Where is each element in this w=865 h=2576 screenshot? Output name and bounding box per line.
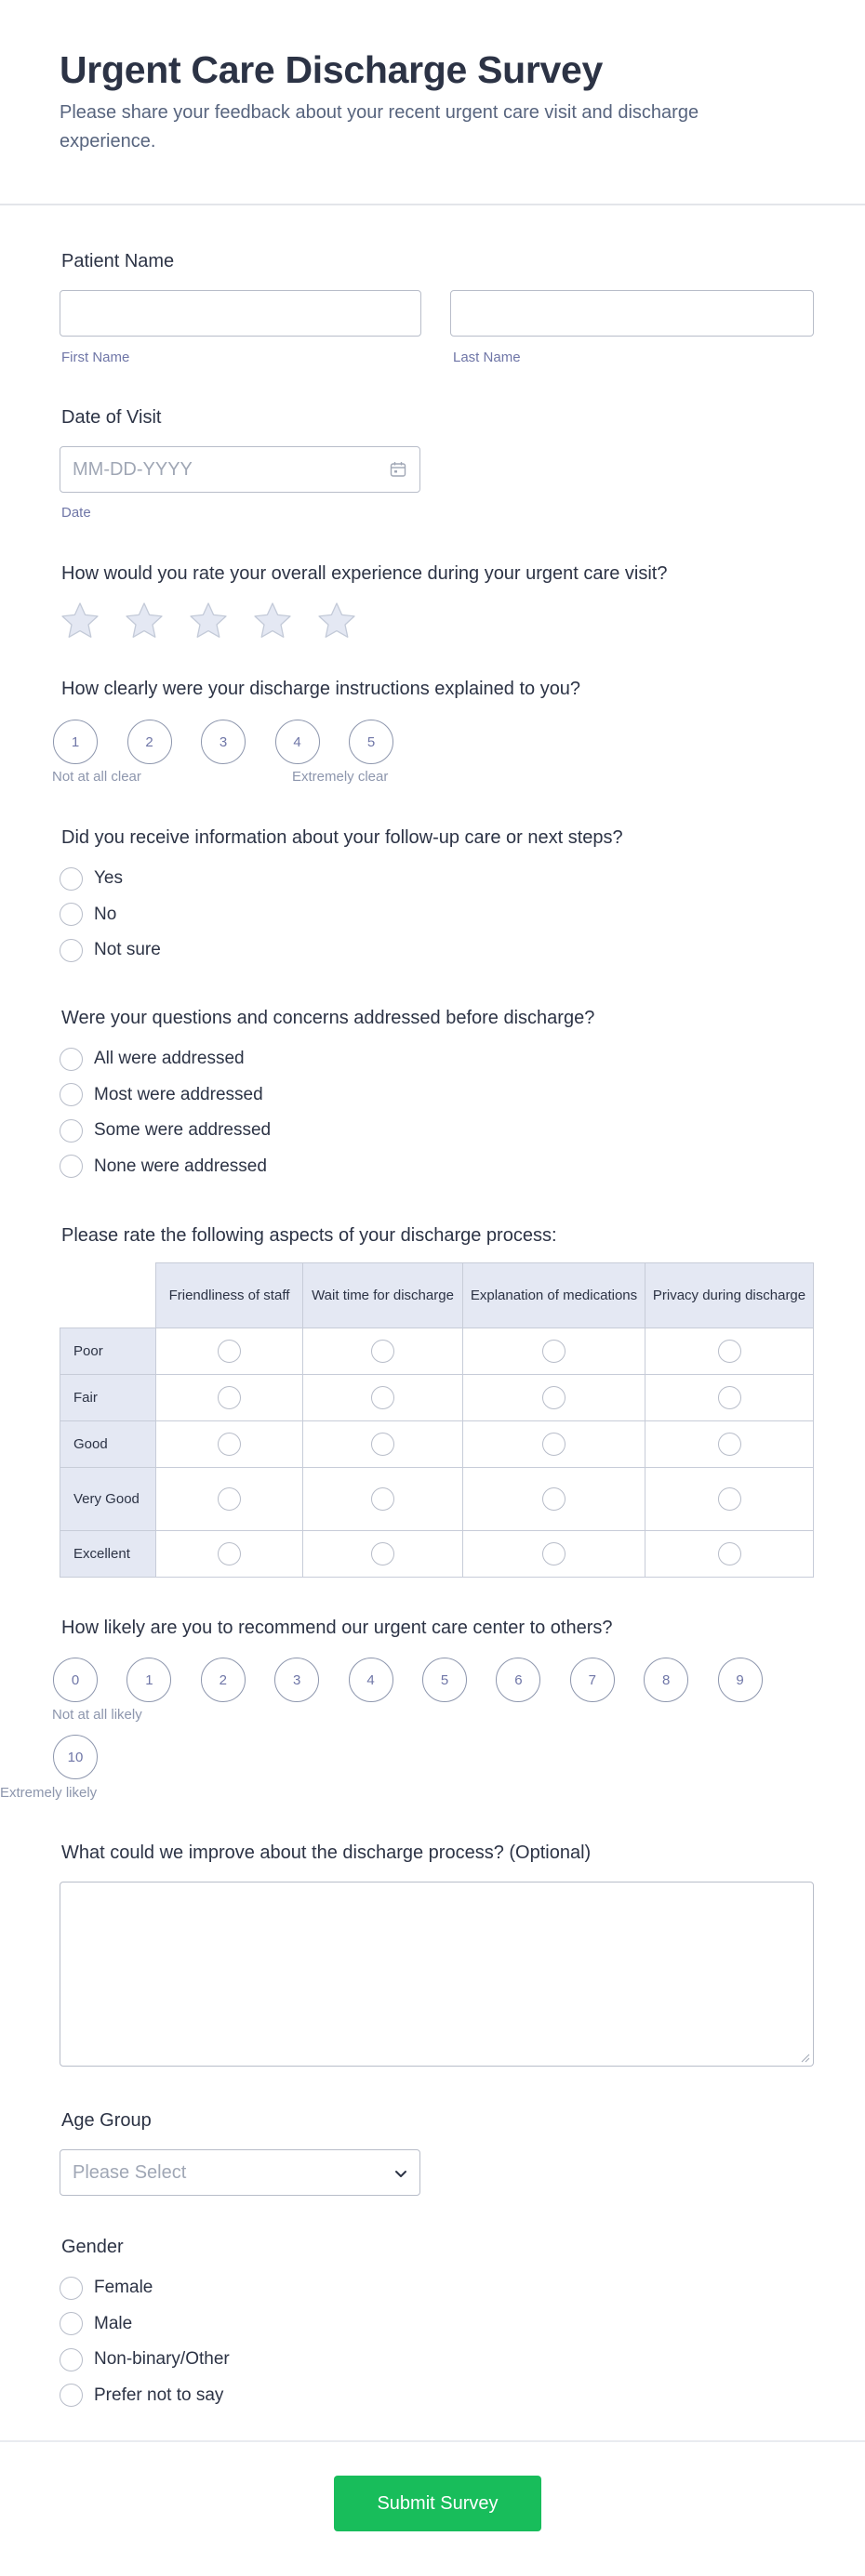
matrix-cell xyxy=(463,1421,645,1468)
first-name-input[interactable] xyxy=(60,290,421,337)
matrix-radio[interactable] xyxy=(542,1433,566,1456)
follow-up-option[interactable] xyxy=(60,938,161,962)
matrix-radio[interactable] xyxy=(542,1386,566,1409)
matrix-row xyxy=(60,1421,814,1468)
clarity-low-label: Not at all clear xyxy=(52,769,141,785)
concerns-label: Were your questions and concerns addressed before discharge? xyxy=(61,1008,595,1028)
improve-label: What could we improve about the discharge process? (Optional) xyxy=(61,1843,592,1863)
matrix-radio[interactable] xyxy=(371,1386,394,1409)
matrix-radio[interactable] xyxy=(218,1487,241,1511)
radio-label: Yes xyxy=(94,868,123,888)
chevron-down-icon xyxy=(393,2166,408,2181)
radio-label: Non-binary/Other xyxy=(94,2349,230,2369)
gender-option[interactable] xyxy=(60,2312,132,2336)
matrix-cell xyxy=(303,1421,463,1468)
rating-matrix xyxy=(60,1262,814,1578)
matrix-column-header: Wait time for discharge xyxy=(303,1263,463,1328)
radio-label: Not sure xyxy=(94,940,161,959)
patient-name-label: Patient Name xyxy=(61,251,175,271)
matrix-row-header: Excellent xyxy=(60,1531,156,1578)
matrix-radio[interactable] xyxy=(718,1433,741,1456)
star-icon[interactable] xyxy=(316,601,357,641)
radio-label: None were addressed xyxy=(94,1156,267,1176)
first-name-sublabel: First Name xyxy=(61,350,130,365)
matrix-cell xyxy=(645,1468,814,1531)
clarity-option[interactable]: 1 xyxy=(53,720,98,764)
matrix-cell xyxy=(156,1421,303,1468)
matrix-radio[interactable] xyxy=(542,1487,566,1511)
recommend-option[interactable]: 10 xyxy=(53,1735,98,1779)
matrix-cell xyxy=(303,1468,463,1531)
improve-textarea[interactable] xyxy=(60,1882,814,2067)
matrix-radio[interactable] xyxy=(371,1542,394,1565)
matrix-cell xyxy=(303,1328,463,1375)
visit-date-input[interactable] xyxy=(60,446,420,493)
matrix-radio[interactable] xyxy=(542,1542,566,1565)
matrix-cell xyxy=(645,1328,814,1375)
recommend-option[interactable]: 0 xyxy=(53,1658,98,1702)
form-footer xyxy=(0,2440,865,2576)
concerns-option[interactable] xyxy=(60,1047,245,1071)
radio-button[interactable] xyxy=(60,2312,83,2335)
recommend-option[interactable]: 1 xyxy=(126,1658,171,1702)
matrix-cell xyxy=(303,1531,463,1578)
clarity-high-label: Extremely clear xyxy=(292,769,389,785)
recommend-option[interactable]: 4 xyxy=(349,1658,393,1702)
radio-label: Prefer not to say xyxy=(94,2384,224,2405)
matrix-radio[interactable] xyxy=(718,1386,741,1409)
recommend-option[interactable]: 6 xyxy=(496,1658,540,1702)
form-header xyxy=(0,0,865,205)
calendar-icon[interactable] xyxy=(390,461,406,478)
concerns-option[interactable] xyxy=(60,1155,267,1179)
radio-label: Female xyxy=(94,2278,153,2297)
matrix-cell xyxy=(156,1328,303,1375)
matrix-row xyxy=(60,1328,814,1375)
concerns-option[interactable] xyxy=(60,1083,263,1107)
radio-button[interactable] xyxy=(60,867,83,891)
matrix-cell xyxy=(645,1375,814,1421)
clarity-option[interactable]: 4 xyxy=(275,720,320,764)
instructions-clarity-label: How clearly were your discharge instructions explained to you? xyxy=(61,679,581,699)
date-placeholder: MM-DD-YYYY xyxy=(73,459,193,480)
matrix-radio[interactable] xyxy=(218,1433,241,1456)
star-icon[interactable] xyxy=(124,601,165,641)
matrix-row-header: Good xyxy=(60,1421,156,1468)
page-title: Urgent Care Discharge Survey xyxy=(60,48,604,91)
resize-grip-icon[interactable] xyxy=(801,2054,810,2063)
recommend-low-label: Not at all likely xyxy=(52,1707,142,1723)
recommend-option[interactable]: 2 xyxy=(201,1658,246,1702)
page-subtitle: Please share your feedback about your recent urgent care visit and discharge experience. xyxy=(60,102,699,152)
matrix-cell xyxy=(463,1328,645,1375)
clarity-option[interactable]: 3 xyxy=(201,720,246,764)
visit-date-label: Date of Visit xyxy=(61,407,162,428)
date-sublabel: Date xyxy=(61,505,91,521)
gender-option[interactable] xyxy=(60,2384,223,2408)
matrix-row-header: Poor xyxy=(60,1328,156,1375)
matrix-radio[interactable] xyxy=(542,1340,566,1363)
last-name-input[interactable] xyxy=(450,290,814,337)
recommend-label: How likely are you to recommend our urgent care center to others? xyxy=(61,1618,613,1638)
matrix-row-header: Very Good xyxy=(60,1468,156,1531)
matrix-radio[interactable] xyxy=(218,1542,241,1565)
star-icon[interactable] xyxy=(60,601,100,641)
recommend-option[interactable]: 7 xyxy=(570,1658,615,1702)
gender-label: Gender xyxy=(61,2237,124,2257)
radio-label: Some were addressed xyxy=(94,1120,272,1140)
radio-button[interactable] xyxy=(60,2348,83,2371)
matrix-radio[interactable] xyxy=(718,1340,741,1363)
matrix-row-header: Fair xyxy=(60,1375,156,1421)
matrix-cell xyxy=(463,1375,645,1421)
recommend-option[interactable]: 5 xyxy=(422,1658,467,1702)
matrix-cell xyxy=(645,1421,814,1468)
follow-up-option[interactable] xyxy=(60,903,116,927)
age-group-select[interactable] xyxy=(60,2149,420,2196)
recommend-option[interactable]: 9 xyxy=(718,1658,763,1702)
radio-label: All were addressed xyxy=(94,1049,245,1068)
radio-button[interactable] xyxy=(60,2384,83,2407)
matrix-radio[interactable] xyxy=(371,1433,394,1456)
radio-label: Male xyxy=(94,2313,133,2333)
radio-button[interactable] xyxy=(60,939,83,962)
gender-option[interactable] xyxy=(60,2276,153,2300)
matrix-column-header: Friendliness of staff xyxy=(156,1263,303,1328)
matrix-radio[interactable] xyxy=(718,1542,741,1565)
matrix-column-header: Explanation of medications xyxy=(463,1263,645,1328)
recommend-option[interactable]: 3 xyxy=(274,1658,319,1702)
matrix-cell xyxy=(156,1375,303,1421)
recommend-high-label: Extremely likely xyxy=(0,1785,98,1801)
matrix-column-header: Privacy during discharge xyxy=(645,1263,814,1328)
age-group-value: Please Select xyxy=(73,2162,187,2183)
matrix-cell xyxy=(463,1531,645,1578)
matrix-cell xyxy=(303,1375,463,1421)
matrix-label: Please rate the following aspects of your discharge process: xyxy=(61,1225,557,1246)
radio-label: Most were addressed xyxy=(94,1084,263,1104)
matrix-radio[interactable] xyxy=(371,1487,394,1511)
last-name-sublabel: Last Name xyxy=(453,350,521,365)
radio-label: No xyxy=(94,904,117,924)
matrix-cell xyxy=(645,1531,814,1578)
radio-button[interactable] xyxy=(60,1155,83,1178)
age-group-label: Age Group xyxy=(61,2110,152,2131)
matrix-radio[interactable] xyxy=(718,1487,741,1511)
matrix-cell xyxy=(156,1468,303,1531)
star-icon[interactable] xyxy=(188,601,229,641)
radio-button[interactable] xyxy=(60,903,83,926)
submit-button[interactable]: Submit Survey xyxy=(334,2476,541,2531)
gender-option[interactable] xyxy=(60,2347,230,2371)
matrix-corner xyxy=(60,1263,156,1328)
overall-rating-label: How would you rate your overall experience during your urgent care visit? xyxy=(61,563,668,584)
matrix-row xyxy=(60,1531,814,1578)
radio-button[interactable] xyxy=(60,1083,83,1106)
radio-button[interactable] xyxy=(60,1048,83,1071)
recommend-option[interactable]: 8 xyxy=(644,1658,688,1702)
matrix-row xyxy=(60,1375,814,1421)
matrix-radio[interactable] xyxy=(218,1340,241,1363)
matrix-radio[interactable] xyxy=(218,1386,241,1409)
matrix-row xyxy=(60,1468,814,1531)
star-icon[interactable] xyxy=(252,601,293,641)
matrix-cell xyxy=(156,1531,303,1578)
matrix-radio[interactable] xyxy=(371,1340,394,1363)
follow-up-label: Did you receive information about your follow-up care or next steps? xyxy=(61,827,623,848)
radio-button[interactable] xyxy=(60,1119,83,1143)
follow-up-option[interactable] xyxy=(60,866,123,891)
concerns-option[interactable] xyxy=(60,1118,271,1143)
matrix-cell xyxy=(463,1468,645,1531)
clarity-option[interactable]: 5 xyxy=(349,720,393,764)
radio-button[interactable] xyxy=(60,2277,83,2300)
clarity-option[interactable]: 2 xyxy=(127,720,172,764)
